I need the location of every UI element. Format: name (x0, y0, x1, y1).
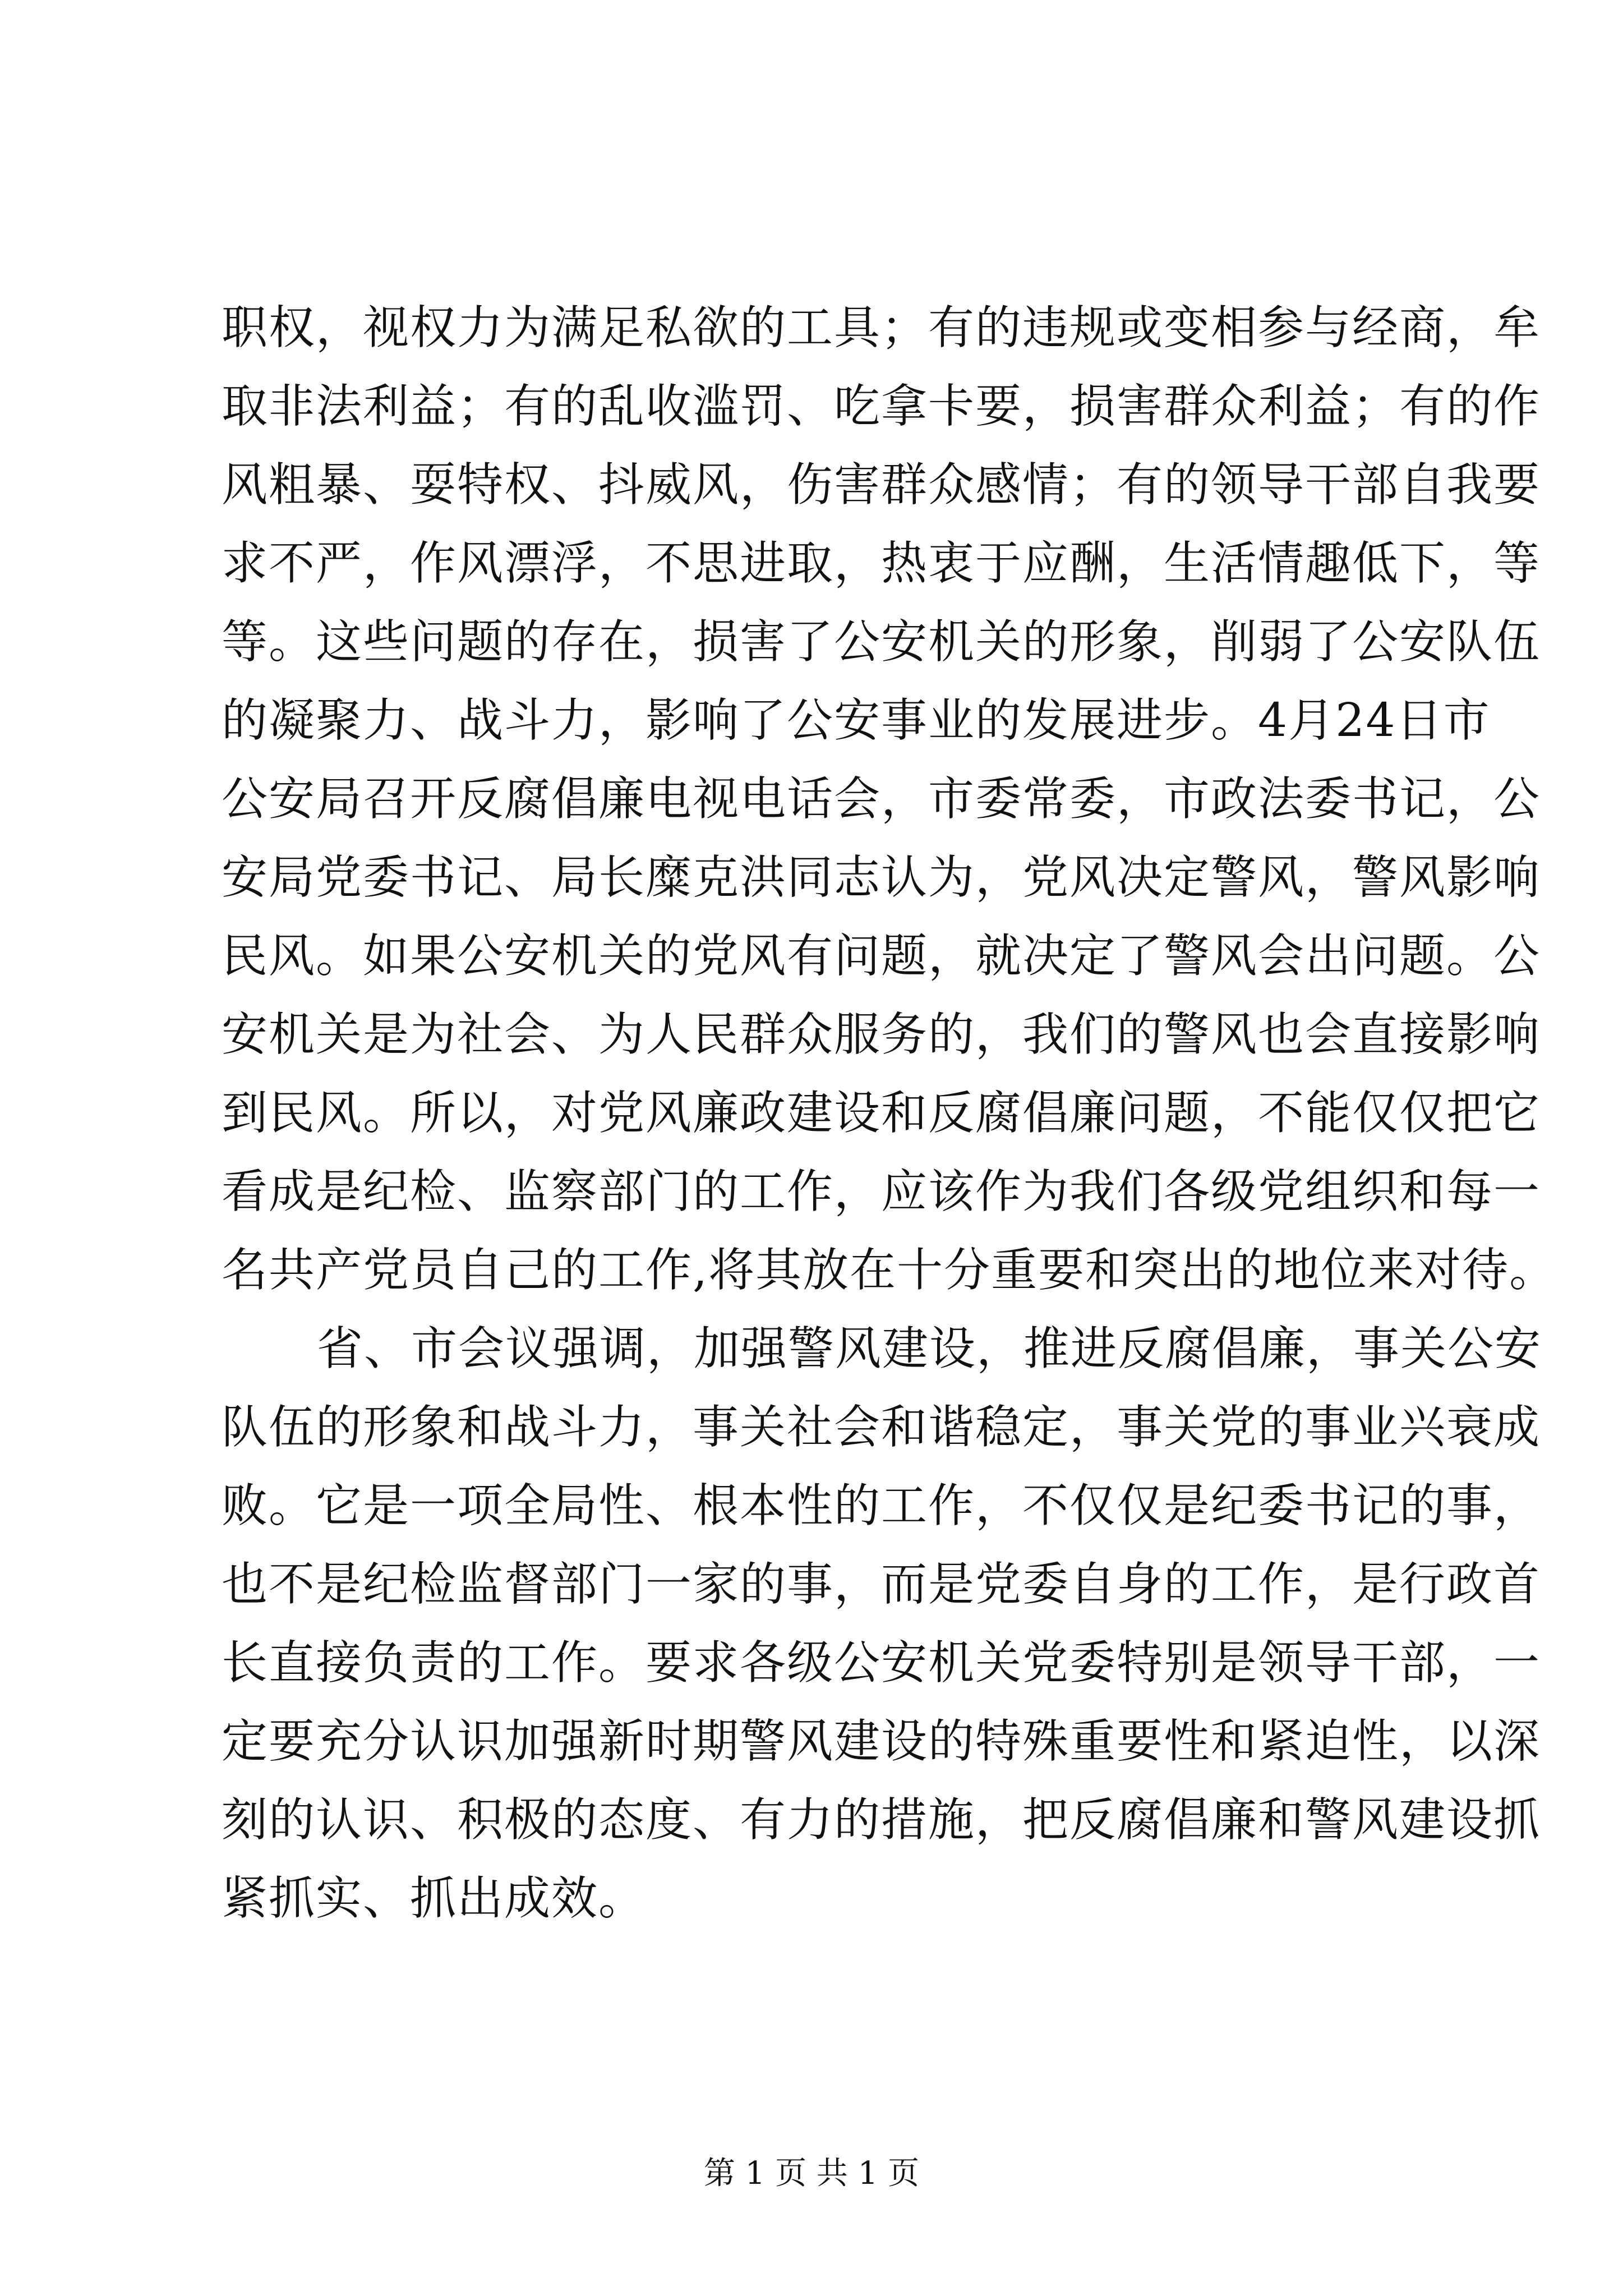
text-line: 到民风。所以，对党风廉政建设和反腐倡廉问题，不能仅仅把它 (222, 1087, 1541, 1140)
text-line: 取非法利益；有的乱收滥罚、吃拿卡要，损害群众利益；有的作 (222, 380, 1541, 433)
text-line: 等。这些问题的存在，损害了公安机关的形象，削弱了公安队伍 (222, 615, 1541, 669)
text-line: 安机关是为社会、为人民群众服务的，我们的警风也会直接影响 (222, 1008, 1541, 1061)
text-line: 队伍的形象和战斗力，事关社会和谐稳定，事关党的事业兴衰成 (222, 1401, 1541, 1454)
text-line: 也不是纪检监督部门一家的事，而是党委自身的工作，是行政首 (222, 1558, 1541, 1611)
text-line: 定要充分认识加强新时期警风建设的特殊重要性和紧迫性，以深 (222, 1715, 1541, 1768)
text-line: 省、市会议强调，加强警风建设，推进反腐倡廉，事关公安 (317, 1322, 1542, 1375)
text-line: 风粗暴、耍特权、抖威风，伤害群众感情；有的领导干部自我要 (222, 458, 1541, 512)
text-line: 看成是纪检、监察部门的工作，应该作为我们各级党组织和每一 (222, 1165, 1541, 1218)
text-line: 的凝聚力、战斗力，影响了公安事业的发展进步。4月24日市 (222, 694, 1491, 747)
text-line: 求不严，作风漂浮，不思进取，热衷于应酬，生活情趣低下，等 (222, 537, 1541, 590)
text-line: 刻的认识、积极的态度、有力的措施，把反腐倡廉和警风建设抓 (222, 1793, 1541, 1847)
document-body (222, 289, 1557, 1938)
text-line: 职权，视权力为满足私欲的工具；有的违规或变相参与经商，牟 (222, 301, 1541, 355)
paragraph-2 (222, 1310, 1542, 1938)
text-line: 民风。如果公安机关的党风有问题，就决定了警风会出问题。公 (222, 930, 1541, 983)
text-line: 名共产党员自己的工作,将其放在十分重要和突出的地位来对待。 (222, 1244, 1557, 1297)
page-footer: 第 1 页 共 1 页 (703, 2155, 920, 2192)
text-line: 安局党委书记、局长糜克洪同志认为，党风决定警风，警风影响 (222, 851, 1541, 904)
text-line: 长直接负责的工作。要求各级公安机关党委特别是领导干部，一 (222, 1636, 1541, 1690)
paragraph-1 (222, 289, 1557, 1310)
text-line: 败。它是一项全局性、根本性的工作，不仅仅是纪委书记的事， (222, 1479, 1541, 1533)
text-line: 紧抓实、抓出成效。 (222, 1872, 646, 1925)
text-line: 公安局召开反腐倡廉电视电话会，市委常委，市政法委书记，公 (222, 772, 1541, 826)
